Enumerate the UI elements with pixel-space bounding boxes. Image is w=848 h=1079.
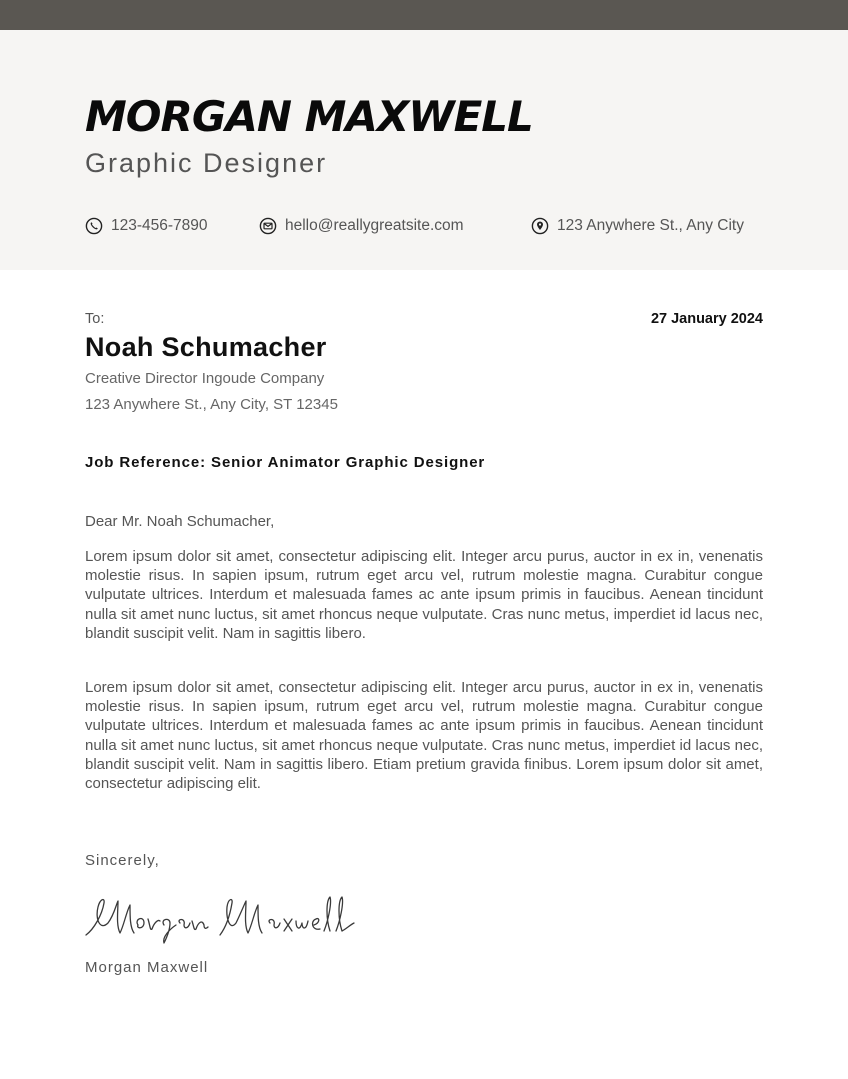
mail-icon bbox=[259, 217, 277, 235]
body-paragraph: Lorem ipsum dolor sit amet, consectetur adipiscing elit. Integer arcu purus, auctor in ex in, venenatis molestie risus. In sapien ipsum, rutrum eget arcu vel, rutrum molestie magna. Curabitur congue vulputate ultrices. Interdum et malesuada fames ac ante ipsum primis in faucibus. Aenean tincidunt nulla sit amet nunc luctus, sit amet rhoncus neque vulputate. Cras nunc metus, imperdiet id lacus nec, blandit suscipit velit. Nam in sagittis libero. bbox=[85, 548, 763, 642]
phone-text: 123-456-7890 bbox=[111, 217, 208, 234]
top-accent-bar bbox=[0, 0, 848, 30]
salutation: Dear Mr. Noah Schumacher, bbox=[85, 513, 275, 530]
sender-name: MORGAN MAXWELL bbox=[85, 92, 533, 141]
email-text: hello@reallygreatsite.com bbox=[285, 217, 464, 234]
contact-address bbox=[531, 217, 744, 235]
letter-date: 27 January 2024 bbox=[650, 311, 763, 327]
recipient-address: 123 Anywhere St., Any City, ST 12345 bbox=[85, 396, 338, 413]
recipient-title: Creative Director Ingoude Company bbox=[85, 370, 325, 387]
address-text: 123 Anywhere St., Any City bbox=[557, 217, 744, 234]
contact-email bbox=[259, 217, 464, 235]
phone-icon bbox=[85, 217, 103, 235]
body-paragraph: Lorem ipsum dolor sit amet, consectetur adipiscing elit. Integer arcu purus, auctor in ex in, venenatis molestie risus. In sapien ipsum, rutrum eget arcu vel, rutrum molestie magna. Curabitur congue vulputate ultrices. Interdum et malesuada fames ac ante ipsum primis in faucibus. Aenean tincidunt nulla sit amet nunc luctus, sit amet rhoncus neque vulputate. Cras nunc metus, imperdiet id lacus nec, blandit suscipit velit. Nam in sagittis libero. Etiam pretium gravida finibus. Lorem ipsum dolor sit amet, consectetur adipiscing elit. bbox=[85, 679, 763, 793]
job-reference: Job Reference: Senior Animator Graphic Designer bbox=[85, 454, 486, 471]
contact-phone bbox=[85, 217, 208, 235]
recipient-name: Noah Schumacher bbox=[85, 332, 327, 362]
handwritten-signature bbox=[80, 885, 380, 945]
location-pin-icon bbox=[531, 217, 549, 235]
sender-role: Graphic Designer bbox=[85, 148, 328, 178]
signer-name: Morgan Maxwell bbox=[85, 959, 209, 976]
closing: Sincerely, bbox=[85, 852, 160, 869]
to-label: To: bbox=[85, 311, 105, 327]
